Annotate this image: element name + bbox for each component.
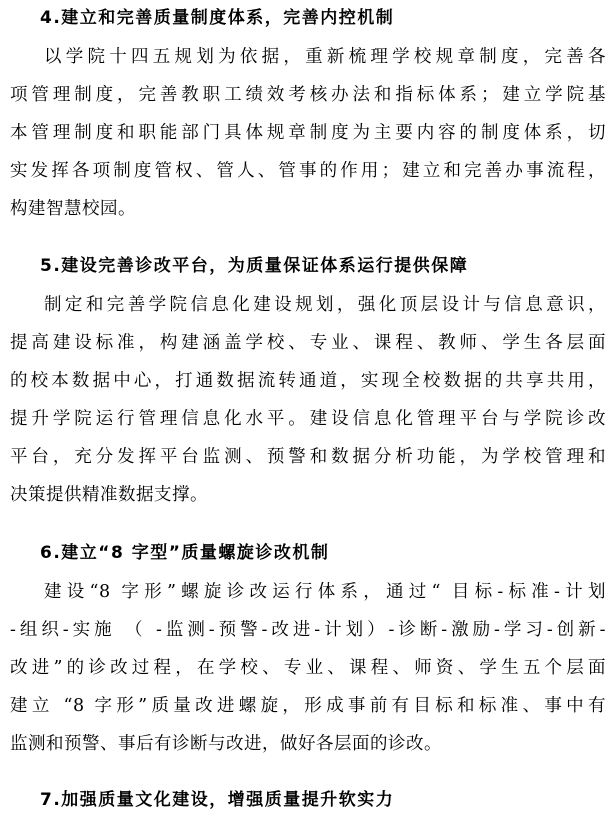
paragraph-line: 以学院十四五规划为依据，重新梳理学校规章制度，完善各 (44, 47, 606, 67)
paragraph-line: 平台，充分发挥平台监测、预警和数据分析功能，为学校管理和 (10, 447, 606, 467)
section-paragraph-5 (10, 286, 606, 514)
paragraph-line: 项管理制度，完善教职工绩效考核办法和指标体系；建立学院基 (10, 85, 606, 105)
paragraph-line: 实发挥各项制度管权、管人、管事的作用；建立和完善办事流程， (10, 161, 606, 181)
paragraph-line: 建立 “8 字形”质量改进螺旋，形成事前有目标和标准、事中有 (10, 696, 606, 716)
paragraph-line: 监测和预警、事后有诊断与改进，做好各层面的诊改。 (10, 734, 442, 754)
paragraph-line: 改进”的诊改过程，在学校、专业、课程、师资、学生五个层面 (10, 658, 606, 678)
paragraph-line: 的校本数据中心，打通数据流转通道，实现全校数据的共享共用， (10, 371, 606, 391)
paragraph-line: -组织-实施 （ -监测-预警-改进-计划）-诊断-激励-学习-创新- (10, 620, 606, 640)
paragraph-line: 建设“8 字形”螺旋诊改运行体系，通过“ 目标-标准-计划 (44, 582, 606, 602)
section-paragraph-4 (10, 38, 606, 228)
paragraph-line: 制定和完善学院信息化建设规划，强化顶层设计与信息意识， (44, 295, 606, 315)
section-heading-5: 5.建设完善诊改平台，为质量保证体系运行提供保障 (40, 256, 469, 276)
paragraph-line: 决策提供精准数据支撑。 (10, 485, 208, 505)
section-heading-6: 6.建立“8 字型”质量螺旋诊改机制 (40, 543, 330, 563)
paragraph-line: 构建智慧校园。 (10, 199, 136, 219)
section-heading-7: 7.加强质量文化建设，增强质量提升软实力 (40, 790, 395, 810)
paragraph-line: 本管理制度和职能部门具体规章制度为主要内容的制度体系，切 (10, 123, 606, 143)
paragraph-line: 提升学院运行管理信息化水平。建设信息化管理平台与学院诊改 (10, 409, 606, 429)
paragraph-line: 提高建设标准，构建涵盖学校、专业、课程、教师、学生各层面 (10, 333, 606, 353)
section-paragraph-6 (10, 573, 606, 763)
section-heading-4: 4.建立和完善质量制度体系，完善内控机制 (40, 8, 395, 28)
